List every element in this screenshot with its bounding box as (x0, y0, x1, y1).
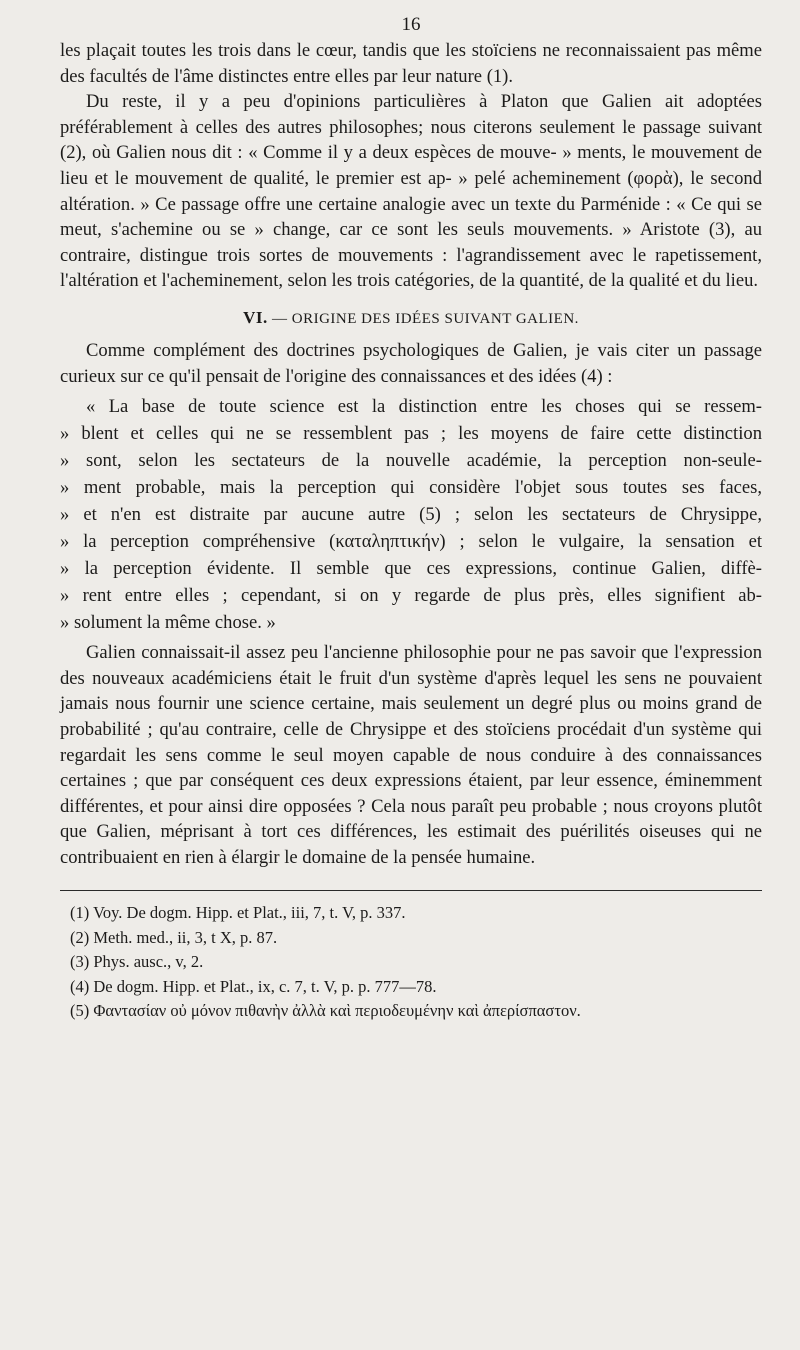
quote-line: » et n'en est distraite par aucune autre (5) ; selon les sectateurs de Chrysippe, (60, 504, 762, 526)
paragraph-intro: Comme complément des doctrines psychologiques de Galien, je vais citer un passage curieux sur ce qu'il pensait de l'origine des connaissances et des idées (4) : (60, 339, 762, 387)
footnote-1: (1) Voy. De dogm. Hipp. et Plat., iii, 7, t. V, p. 337. (70, 903, 406, 923)
footnote-4: (4) De dogm. Hipp. et Plat., ix, c. 7, t. V, p. p. 777—78. (70, 976, 437, 996)
footnotes (70, 901, 762, 1023)
galien-quote (60, 393, 762, 636)
footnote-2: (2) Meth. med., ii, 3, t X, p. 87. (70, 927, 278, 947)
paragraph-closing: Galien connaissait-il assez peu l'ancienne philosophie pour ne pas savoir que l'expression des nouveaux académiciens était le fruit d'un système d'après lequel les sens ne pouvaient jamais nous fournir une science certaine, mais seulement un degré plus ou moins grand de probabilité ; qu'au contraire, celle de Chrysippe et des stoïciens procédait d'un système qui regardait les sens comme le seul moyen capable de nous conduire à des connaissances certaines ; que par conséquent ces deux expressions étaient, par leur essence, éminemment différentes, et pour ainsi dire opposées ? Cela nous paraît peu probable ; nous croyons plutôt que Galien, méprisant à tort ces différences, les estimait des puérilités oiseuses qui ne contribuaient en rien à élargir le domaine de la pensée humaine. (60, 642, 762, 868)
quote-line: » ment probable, mais la perception qui considère l'objet sous toutes ses faces, (60, 477, 762, 499)
section-heading (60, 308, 762, 328)
section-number: VI. (243, 307, 268, 327)
quote-line: » la perception compréhensive (καταληπτικήν) ; selon le vulgaire, la sensation et (60, 531, 762, 553)
quote-line: « La base de toute science est la distinction entre les choses qui se ressem- (86, 396, 762, 418)
quote-line: » sont, selon les sectateurs de la nouvelle académie, la perception non-seule- (60, 450, 762, 472)
quote-line: » la perception évidente. Il semble que ces expressions, continue Galien, diffè- (60, 558, 762, 580)
page-number: 16 (401, 14, 421, 35)
quote-line: » solument la même chose. » (60, 612, 276, 634)
quote-line: » blent et celles qui ne se ressemblent pas ; les moyens de faire cette distinction (60, 423, 762, 445)
paragraph-continuation: les plaçait toutes les trois dans le cœur, tandis que les stoïciens ne reconnaissaient pas même des facultés de l'âme distinctes entre elles par leur nature (1). (60, 40, 762, 87)
footnote-3: (3) Phys. ausc., v, 2. (70, 952, 204, 972)
section-title: — ORIGINE DES IDÉES SUIVANT GALIEN. (271, 310, 579, 327)
quote-line: » rent entre elles ; cependant, si on y regarde de plus près, elles signifient ab- (60, 585, 762, 607)
footnote-divider (60, 890, 762, 891)
footnote-5: (5) Φαντασίαν οὐ μόνον πιθανὴν ἀλλὰ καὶ περιοδευμένην καὶ ἀπερίσπαστον. (70, 1001, 581, 1021)
paragraph-platon-galien: Du reste, il y a peu d'opinions particulières à Platon que Galien ait adoptées préférablement à celles des autres philosophes; nous citerons seulement le passage suivant (2), où Galien nous dit : « Comme il y a deux espèces de mouve- » ments, le mouvement de lieu et le mouvement de qualité, le premier est ap- » pelé acheminement (φορὰ), le second altération. » Ce passage offre une certaine analogie avec un texte du Parménide : « Ce qui se meut, s'achemine ou se » change, car ce sont les seuls mouvements. » Aristote (3), au contraire, distingue trois sortes de mouvements : l'agrandissement avec le rapetissement, l'altération et l'acheminement, selon les trois catégories, de la quantité, de la qualité et du lieu. (60, 91, 762, 292)
